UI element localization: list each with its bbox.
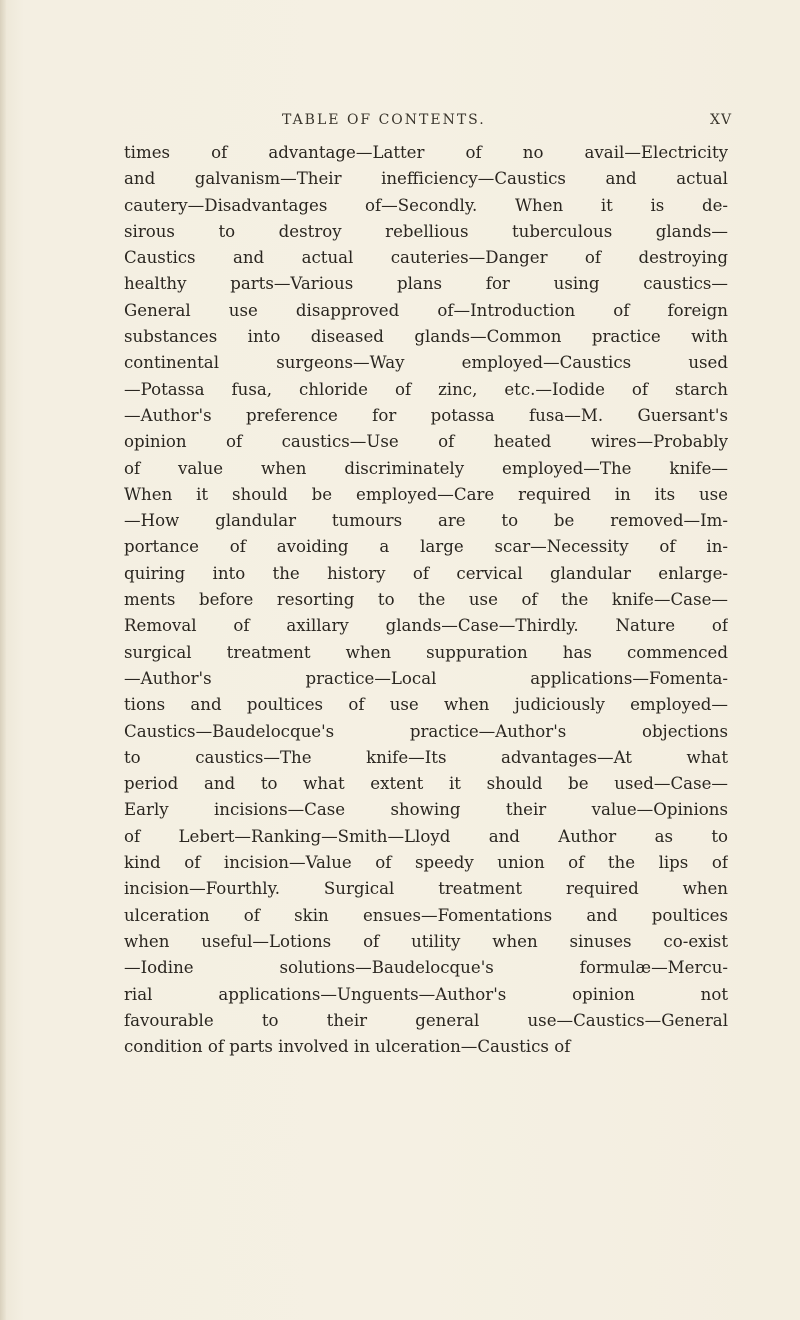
text-line: kind of incision—Value of speedy union of the lips of: [124, 853, 728, 873]
text-line: —Iodine solutions—Baudelocque's formulæ—Mercu-: [124, 958, 728, 978]
text-line: Caustics and actual cauteries—Danger of destroying: [124, 248, 728, 268]
text-line: when useful—Lotions of utility when sinuses co-exist: [124, 931, 728, 951]
text-line: healthy parts—Various plans for using caustics—: [124, 274, 728, 294]
text-line: tions and poultices of use when judiciously employed—: [124, 695, 728, 715]
running-title: TABLE OF CONTENTS.: [282, 112, 486, 128]
text-line: Removal of axillary glands—Case—Thirdly. Nature of: [124, 616, 728, 636]
text-line: of Lebert—Ranking—Smith—Lloyd and Author as to: [124, 826, 728, 846]
text-line: substances into diseased glands—Common practice with: [124, 327, 728, 347]
text-line: to caustics—The knife—Its advantages—At what: [124, 747, 728, 767]
text-line: General use disapproved of—Introduction of foreign: [124, 300, 728, 320]
text-line: times of advantage—Latter of no avail—Electricity: [124, 143, 728, 162]
text-line: quiring into the history of cervical glandular enlarge-: [124, 563, 728, 583]
text-line: When it should be employed—Care required in its use: [124, 484, 728, 504]
text-line: —Author's preference for potassa fusa—M. Guersant's: [124, 405, 728, 425]
text-line: ments before resorting to the use of the knife—Case—: [124, 590, 728, 610]
text-line: and galvanism—Their inefficiency—Caustics and actual: [124, 169, 728, 189]
text-line: Caustics—Baudelocque's practice—Author's objections: [124, 721, 728, 741]
running-head: [0, 112, 800, 136]
text-line: opinion of caustics—Use of heated wires—Probably: [124, 432, 728, 452]
text-line: ulceration of skin ensues—Fomentations and poultices: [124, 905, 728, 925]
text-line: continental surgeons—Way employed—Caustics used: [124, 353, 728, 373]
text-line: —Author's practice—Local applications—Fomenta-: [124, 668, 728, 688]
contents-paragraph: [124, 140, 728, 1060]
text-line: of value when discriminately employed—The knife—: [124, 458, 728, 478]
text-line: period and to what extent it should be used—Case—: [124, 774, 728, 794]
text-line: —Potassa fusa, chloride of zinc, etc.—Iodide of starch: [124, 379, 728, 399]
page-number: XV: [710, 112, 733, 128]
text-line: incision—Fourthly. Surgical treatment required when: [124, 879, 728, 899]
text-line: Early incisions—Case showing their value—Opinions: [124, 800, 728, 820]
text-line: sirous to destroy rebellious tuberculous glands—: [124, 221, 728, 241]
text-line: condition of parts involved in ulceration—Caustics of: [124, 1037, 571, 1057]
text-line: surgical treatment when suppuration has commenced: [124, 642, 728, 662]
text-line: favourable to their general use—Caustics—General: [124, 1010, 728, 1030]
page-gutter-shadow: [0, 0, 6, 1320]
text-line: —How glandular tumours are to be removed—Im-: [124, 511, 728, 531]
text-line: rial applications—Unguents—Author's opinion not: [124, 984, 728, 1004]
text-line: cautery—Disadvantages of—Secondly. When it is de-: [124, 195, 728, 215]
text-line: portance of avoiding a large scar—Necessity of in-: [124, 537, 728, 557]
